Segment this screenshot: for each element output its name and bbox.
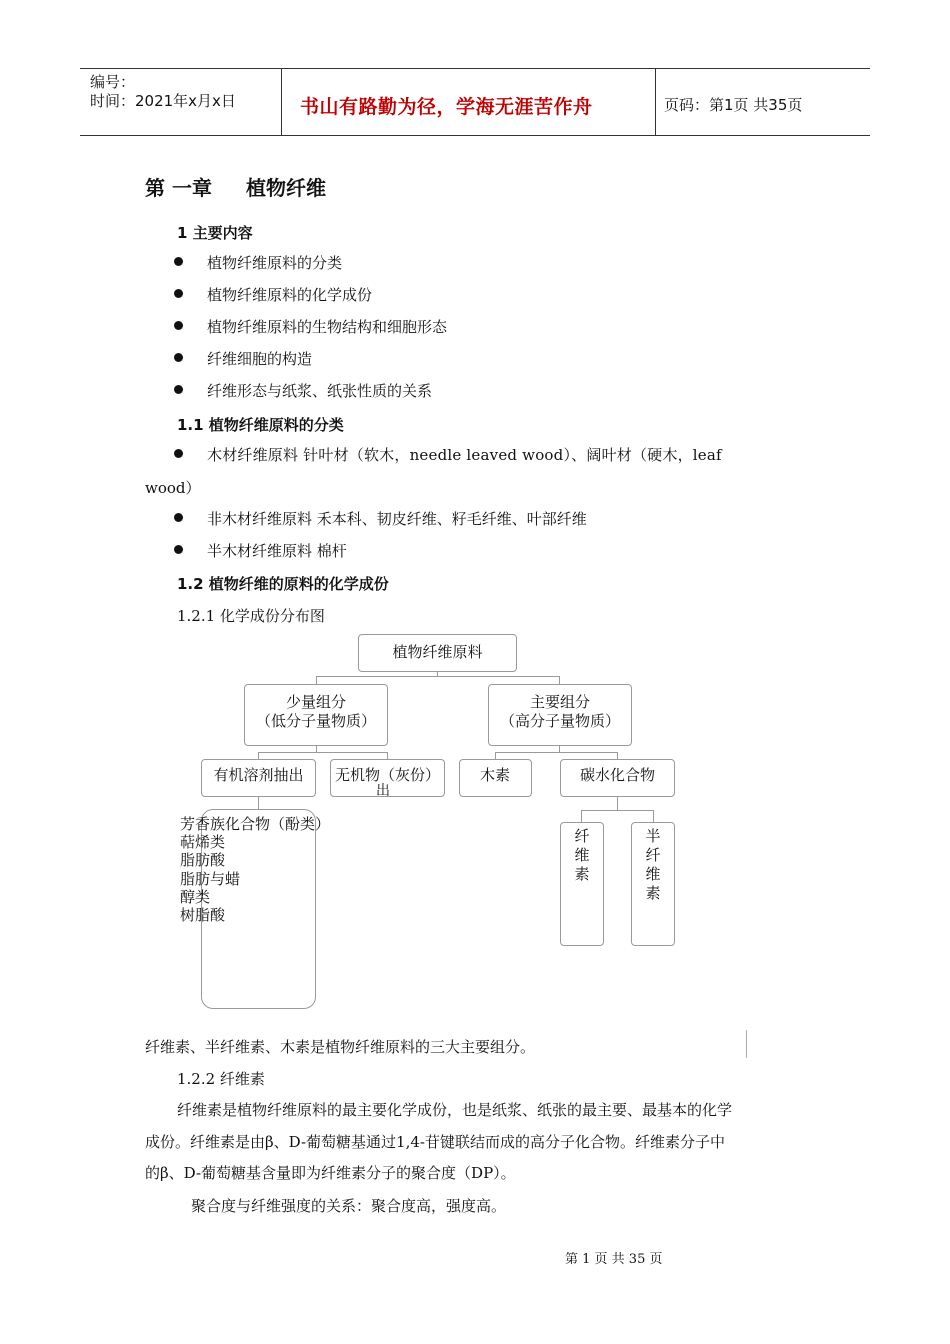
page-footer: 第 1 页 共 35 页: [565, 1252, 663, 1267]
diagram-connector: [581, 810, 582, 822]
list-item-nonwood: 非木材纤维原料 禾本科、韧皮纤维、籽毛纤维、叶部纤维: [207, 510, 587, 528]
diagram-node-label: 木素: [480, 766, 511, 784]
diagram-node-label: 植物纤维原料: [392, 643, 483, 661]
bullet-icon: [174, 289, 183, 298]
chapter-number: 第 一章: [145, 176, 212, 200]
margin-mark: [746, 1030, 747, 1058]
diagram-node-minor-components: [244, 684, 388, 746]
header-motto: 书山有路勤为径，学海无涯苦作舟: [300, 96, 593, 118]
paragraph-line: 成份。纤维素是由β、D-葡萄糖基通过1,4-苷键联结而成的高分子化合物。纤维素分子中: [145, 1133, 725, 1151]
diagram-connector: [617, 752, 618, 759]
paragraph-line: 聚合度与纤维强度的关系：聚合度高，强度高。: [191, 1197, 507, 1215]
diagram-node-lignin: [459, 759, 532, 797]
list-item-wood-continued: wood）: [145, 479, 201, 497]
extractive-item: 萜烯类: [180, 833, 226, 852]
document-number-label: 编号：: [90, 73, 136, 91]
diagram-node-label: 半纤维素: [645, 827, 661, 902]
diagram-node-label: 少量组分: [285, 693, 346, 711]
diagram-node-label: 无机物（灰份）: [334, 766, 440, 784]
extractive-item: 醇类: [180, 887, 211, 906]
chapter-title: [145, 172, 326, 201]
diagram-node-sublabel: （高分子量物质）: [499, 712, 620, 730]
diagram-extractives-list: [180, 815, 330, 924]
bullet-icon: [174, 257, 183, 266]
header-divider-right: [655, 68, 656, 136]
diagram-node-inorganic: [330, 759, 445, 797]
diagram-connector: [653, 810, 654, 822]
diagram-connector: [581, 810, 654, 811]
extractive-item: 脂肪酸: [180, 851, 226, 870]
summary-text: 纤维素、半纤维素、木素是植物纤维原料的三大主要组分。: [145, 1038, 536, 1056]
diagram-node-organic-extract: [201, 759, 316, 797]
diagram-node-major-components: [488, 684, 632, 746]
diagram-node-carbohydrate: [560, 759, 675, 797]
diagram-connector: [258, 797, 259, 809]
extractive-item: 芳香族化合物（酚类）: [180, 815, 331, 833]
diagram-connector: [495, 752, 496, 759]
paragraph-line: 纤维素是植物纤维原料的最主要化学成份，也是纸浆、纸张的最主要、最基本的化学: [177, 1101, 733, 1119]
section-heading-main-content: 1 主要内容: [177, 224, 253, 242]
extractive-item: 树脂酸: [180, 906, 226, 925]
diagram-node-sublabel: 出: [376, 783, 390, 797]
diagram-connector: [387, 752, 388, 759]
header-bottom-rule: [80, 135, 870, 136]
bullet-icon: [174, 353, 183, 362]
list-item: 纤维形态与纸浆、纸张性质的关系: [207, 382, 433, 400]
list-item: 纤维细胞的构造: [207, 350, 313, 368]
bullet-icon: [174, 513, 183, 522]
bullet-icon: [174, 545, 183, 554]
list-item: 植物纤维原料的分类: [207, 254, 343, 272]
diagram-node-sublabel: （低分子量物质）: [255, 712, 376, 730]
diagram-connector: [258, 752, 259, 759]
document-date: 时间：2021年x月x日: [90, 92, 236, 110]
section-heading-chemical-composition: 1.2 植物纤维的原料的化学成份: [177, 575, 389, 593]
header-page-info: 页码：第1页 共35页: [664, 96, 803, 114]
subsection-heading-cellulose: 1.2.2 纤维素: [177, 1070, 265, 1088]
diagram-node-label: 主要组分: [529, 693, 590, 711]
list-item-semiwood: 半木材纤维原料 棉杆: [207, 542, 347, 560]
diagram-node-label: 有机溶剂抽出: [213, 766, 304, 784]
list-item: 植物纤维原料的生物结构和细胞形态: [207, 318, 448, 336]
header-divider-left: [281, 68, 282, 136]
bullet-icon: [174, 449, 183, 458]
bullet-icon: [174, 321, 183, 330]
diagram-connector: [316, 676, 560, 677]
bullet-icon: [174, 385, 183, 394]
diagram-connector: [258, 752, 388, 753]
section-heading-classification: 1.1 植物纤维原料的分类: [177, 416, 344, 434]
list-item-wood: 木材纤维原料 针叶材（软木，needle leaved wood）、阔叶材（硬木，leaf: [207, 446, 722, 464]
extractive-item: 脂肪与蜡: [180, 869, 241, 888]
paragraph-line: 的β、D-葡萄糖基含量即为纤维素分子的聚合度（DP）。: [145, 1164, 516, 1182]
header-top-rule: [80, 68, 870, 69]
diagram-connector: [617, 797, 618, 811]
list-item: 植物纤维原料的化学成份: [207, 286, 373, 304]
diagram-connector: [495, 752, 618, 753]
diagram-node-plant-fiber: [358, 634, 517, 672]
diagram-node-label: 碳水化合物: [579, 766, 655, 784]
diagram-node-label: 纤维素: [574, 827, 590, 883]
chapter-name: 植物纤维: [245, 176, 326, 200]
subsection-heading-distribution-chart: 1.2.1 化学成份分布图: [177, 607, 325, 625]
